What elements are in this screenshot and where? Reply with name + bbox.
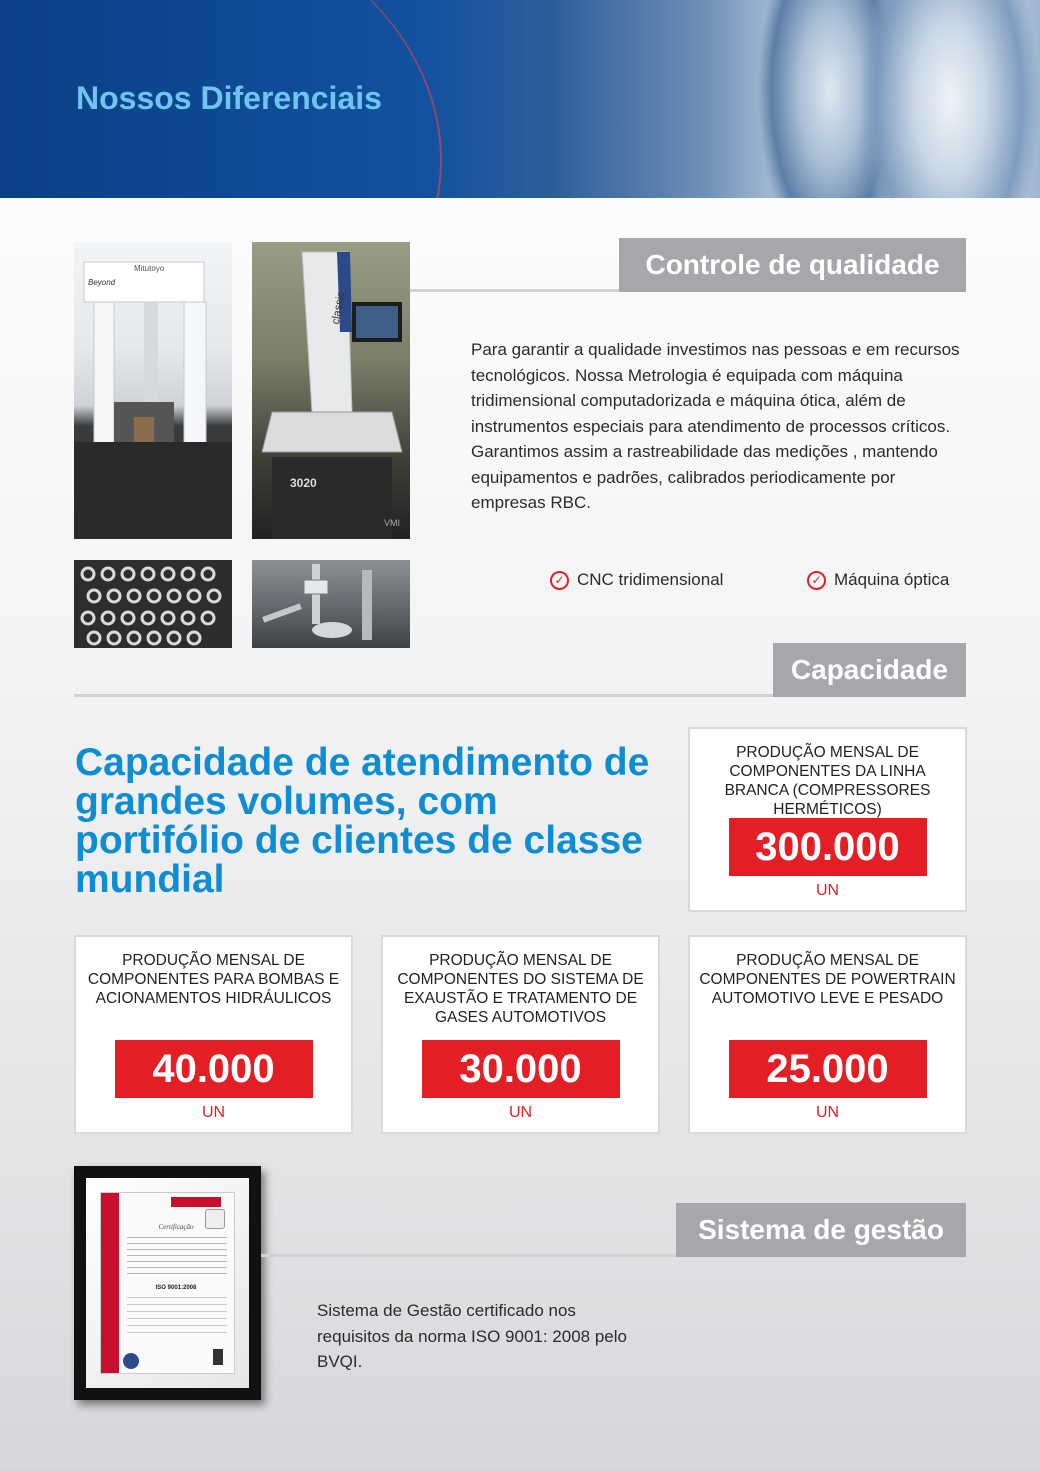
section-divider <box>410 289 620 292</box>
photo-cmm-machine <box>74 242 232 539</box>
photo-model-label: 3020 <box>290 476 317 490</box>
section-divider <box>261 1254 677 1257</box>
stat-card-exhaust <box>381 935 660 1134</box>
header-banner <box>0 0 1040 198</box>
stat-unit: UN <box>201 1104 226 1121</box>
page-title: Nossos Diferenciais <box>76 80 382 116</box>
stat-value: 30.000 <box>422 1040 620 1098</box>
stat-label: PRODUÇÃO MENSAL DE COMPONENTES DA LINHA BRANCA (COMPRESSORES HERMÉTICOS) <box>724 744 931 818</box>
photo-measuring-instruments <box>252 560 410 648</box>
stat-value: 40.000 <box>115 1040 313 1098</box>
stat-value: 300.000 <box>729 818 927 876</box>
quality-description: Para garantir a qualidade investimos nas pessoas e em recursos tecnológicos. Nossa Metrologia é equipada com máquina tridimensional computadorizada e máquina ótica, além de instrumentos especiais para atendimento de processos críticos. Garantimos assim a rastreabilidade das medições , mantendo equipamentos e padrões, calibrados periodicamente por empresas RBC. <box>471 340 960 512</box>
photo-optical-machine <box>252 242 410 539</box>
certificate-mark-icon <box>213 1349 223 1365</box>
section-tag-management: Sistema de gestão <box>676 1203 966 1257</box>
certificate-lines <box>127 1297 227 1337</box>
certificate-logo-icon <box>123 1353 139 1369</box>
iso-certificate-frame <box>74 1166 261 1400</box>
certificate-norm: ISO 9001:2008 <box>155 1285 197 1291</box>
capacity-headline: Capacidade de atendimento de grandes volumes, com portifólio de clientes de classe mundial <box>75 741 650 901</box>
management-description: Sistema de Gestão certificado nos requisitos da norma ISO 9001: 2008 pelo BVQI. <box>317 1301 627 1371</box>
certificate-red-header <box>171 1197 221 1207</box>
stat-value: 25.000 <box>729 1040 927 1098</box>
certificate-document <box>100 1192 235 1374</box>
certificate-mat <box>86 1178 249 1388</box>
check-circle-icon: ✓ <box>807 571 826 590</box>
check-item-optical <box>807 570 949 590</box>
photo-brand-label: classic <box>329 290 348 326</box>
photo-brand-label: Beyond <box>88 278 116 287</box>
photo-side-label: VMI <box>384 518 401 528</box>
machined-shaft-photo <box>430 0 1040 198</box>
certificate-red-band <box>101 1193 119 1373</box>
certificate-title: Certificação <box>158 1223 194 1231</box>
certificate-lines <box>127 1237 227 1279</box>
stat-label: PRODUÇÃO MENSAL DE COMPONENTES DE POWERTRAIN AUTOMOTIVO LEVE E PESADO <box>699 952 956 1007</box>
stat-unit: UN <box>815 1104 840 1121</box>
photo-gauge-rings <box>74 560 232 648</box>
photo-brand-label: Mitutoyo <box>134 264 165 273</box>
check-circle-icon: ✓ <box>550 571 569 590</box>
section-divider <box>74 694 774 697</box>
stat-label: PRODUÇÃO MENSAL DE COMPONENTES PARA BOMBAS E ACIONAMENTOS HIDRÁULICOS <box>87 952 340 1007</box>
stat-label: PRODUÇÃO MENSAL DE COMPONENTES DO SISTEMA DE EXAUSTÃO E TRATAMENTO DE GASES AUTOMOTIVOS <box>397 952 644 1026</box>
stat-card-hydraulic <box>74 935 353 1134</box>
stat-unit: UN <box>508 1104 533 1121</box>
stat-unit: UN <box>815 882 840 899</box>
stat-card-white-line <box>688 727 967 912</box>
check-label: Máquina óptica <box>834 570 950 589</box>
stat-card-powertrain <box>688 935 967 1134</box>
check-item-cnc <box>550 570 723 590</box>
section-tag-capacity: Capacidade <box>773 643 966 697</box>
section-tag-quality: Controle de qualidade <box>619 238 966 292</box>
check-label: CNC tridimensional <box>577 570 724 589</box>
